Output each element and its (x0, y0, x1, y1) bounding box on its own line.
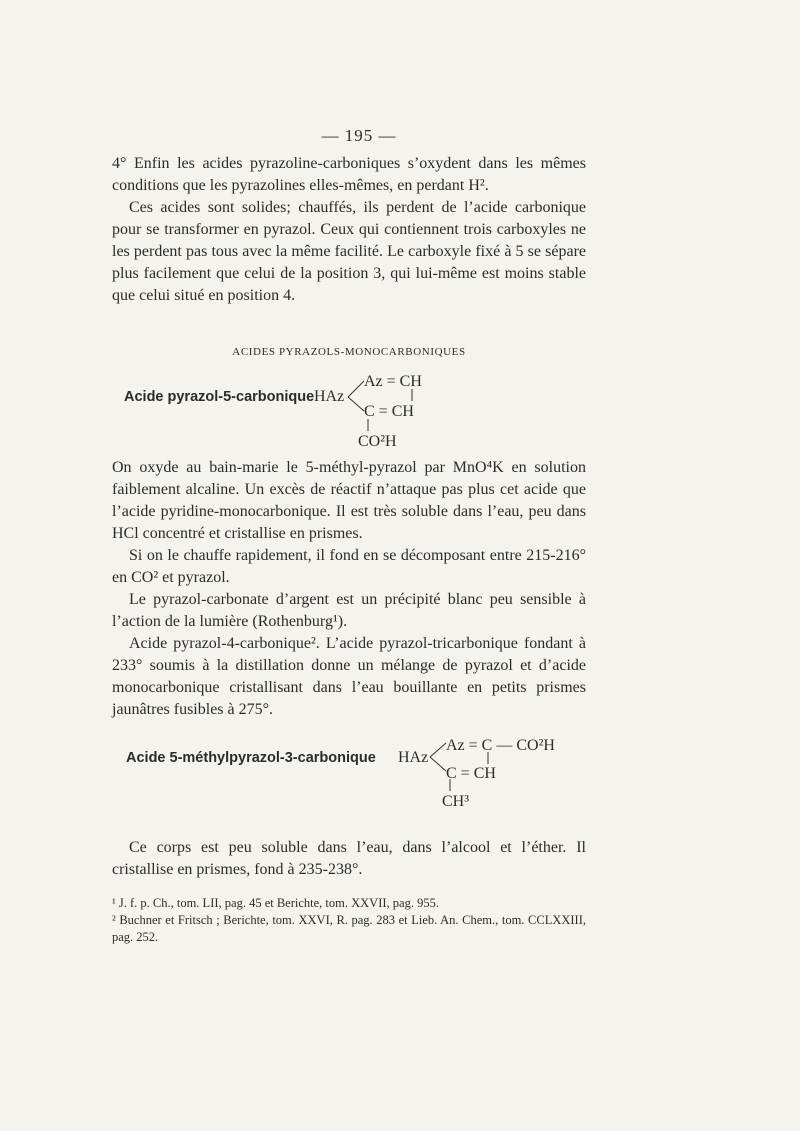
formula-1-prefix: HAz (314, 388, 345, 405)
formula-pyrazol-5-carbonique (112, 371, 586, 457)
intro-paragraph-1: 4° Enfin les acides pyrazoline-carboniques s’oxydent dans les mêmes conditions que les pyrazolines elles-mêmes, en perdant H². (112, 155, 586, 194)
formula-1-bonds (112, 371, 432, 461)
body-paragraph-5: Ce corps est peu soluble dans l’eau, dans l’alcool et l’éther. Il cristallise en prismes, fond à 235-238°. (112, 839, 586, 878)
body-paragraph-2: Si on le chauffe rapidement, il fond en se décomposant entre 215-216° en CO² et pyrazol. (112, 547, 586, 586)
formula-1-top-row: Az = CH (364, 373, 422, 390)
page (112, 125, 586, 946)
formula-1-bottom-row: C = CH (364, 403, 414, 420)
footnote-2: ² Buchner et Fritsch ; Berichte, tom. XXVI, R. pag. 283 et Lieb. An. Chem., tom. CCLXXIII, pag. 252. (112, 913, 586, 944)
body-paragraph-3: Le pyrazol-carbonate d’argent est un précipité blanc peu sensible à l’action de la lumière (Rothenburg¹). (112, 591, 586, 630)
formula-2-prefix: HAz (398, 749, 429, 766)
formula-2-substituent: CH³ (442, 793, 470, 810)
page-number: — 195 — (321, 126, 397, 145)
footnotes (112, 895, 586, 946)
body-paragraph-1: On oxyde au bain-marie le 5-méthyl-pyrazol par MnO⁴K en solution faiblement alcaline. Un excès de réactif n’attaque pas plus cet acide que l’acide pyridine-monocarbonique. Il est très soluble dans l’eau, peu dans HCl concentré et cristallise en prismes. (112, 459, 586, 542)
intro-paragraph-2: Ces acides sont solides; chauffés, ils perdent de l’acide carbonique pour se transformer en pyrazol. Ceux qui contiennent trois carboxyles ne les perdent pas tous avec la même facilité. Le carboxyle fixé à 5 se sépare plus facilement que celui de la position 3, qui lui-même est moins stable que celui situé en position 4. (112, 199, 586, 304)
body-paragraph-4: Acide pyrazol-4-carbonique². L’acide pyrazol-tricarbonique fondant à 233° soumis à la distillation donne un mélange de pyrazol et d’acide monocarbonique cristallisant dans l’eau bouillante en petits prismes jaunâtres fusibles à 275°. (112, 635, 586, 718)
section-title: ACIDES PYRAZOLS-MONOCARBONIQUES (232, 346, 466, 358)
formula-2-bond-lower (430, 757, 446, 771)
formula-1-name: Acide pyrazol-5-carbonique (124, 389, 315, 405)
formula-2-name: Acide 5-méthylpyrazol-3-carbonique (126, 750, 376, 766)
formula-2-bottom-row: C = CH (446, 765, 496, 782)
footnote-1: ¹ J. f. p. Ch., tom. LII, pag. 45 et Berichte, tom. XXVII, pag. 955. (112, 896, 439, 910)
formula-1-bond-upper (348, 381, 364, 397)
formula-2-bonds (112, 735, 586, 835)
formula-2-top-row: Az = C — CO²H (446, 737, 555, 754)
formula-2-bond-upper (430, 743, 446, 757)
formula-5-methylpyrazol-3-carbonique (112, 735, 586, 837)
formula-1-substituent: CO²H (358, 433, 397, 450)
formula-1-bond-lower (348, 397, 364, 411)
